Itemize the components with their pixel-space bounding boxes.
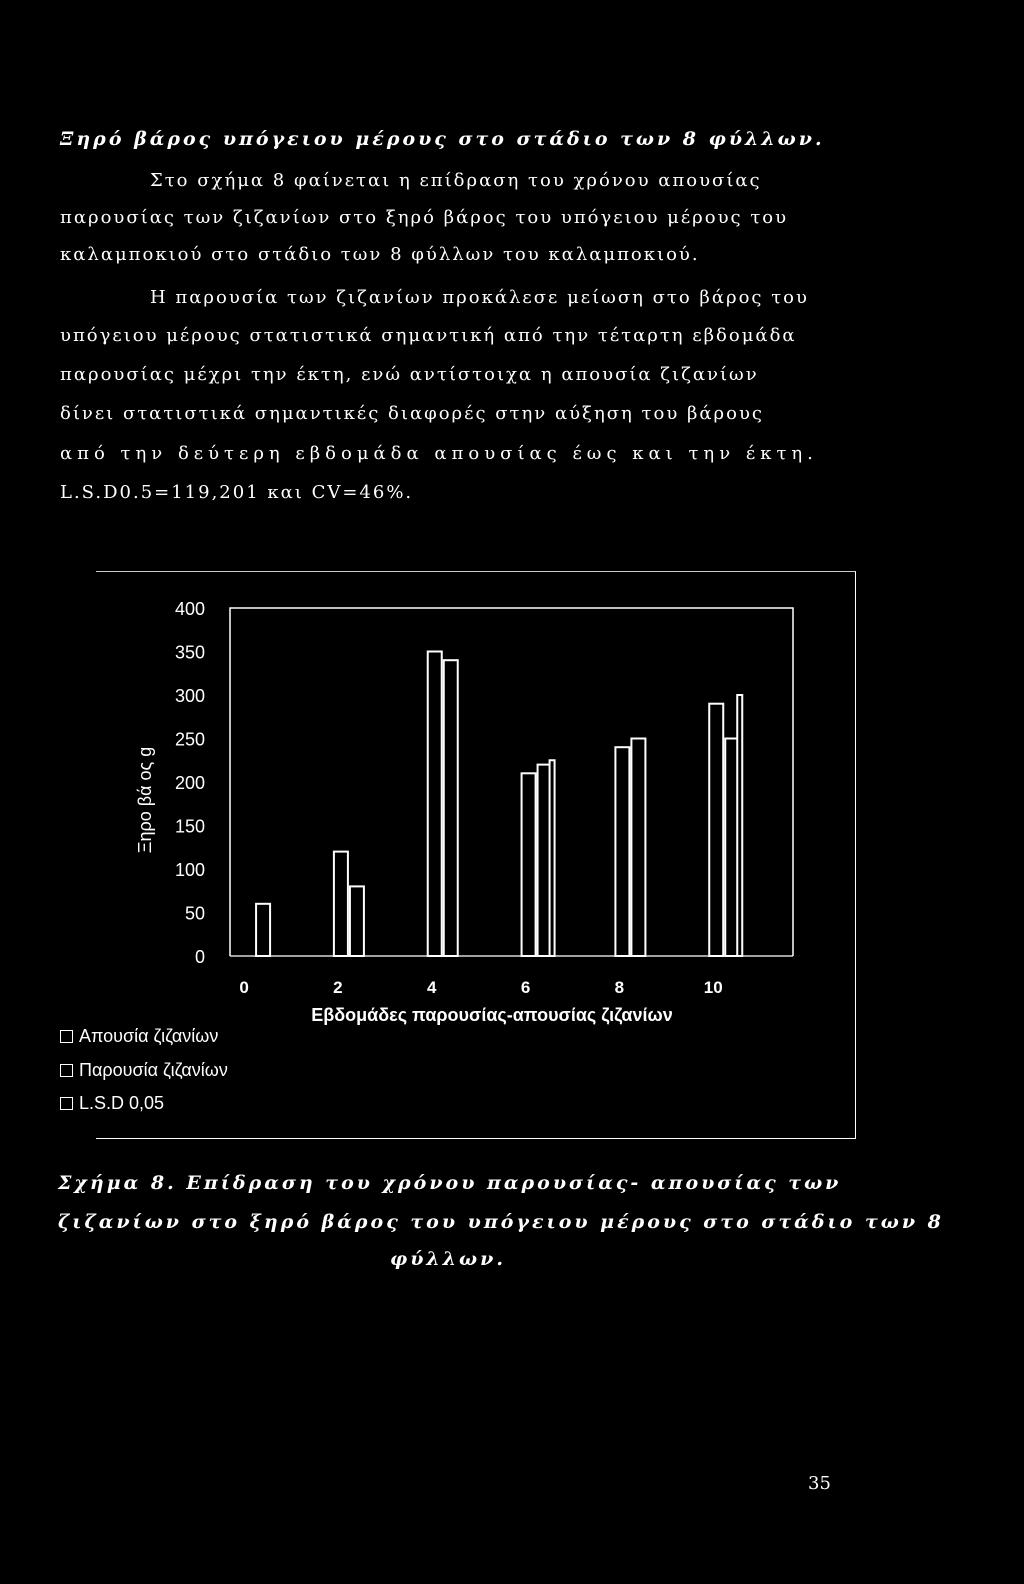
bar xyxy=(550,760,555,956)
y-tick-label: 150 xyxy=(174,816,205,837)
bar xyxy=(350,886,364,956)
figure-caption-line: ζιζανίων στο ξηρό βάρος του υπόγειου μέρους στο στάδιο των 8 xyxy=(58,1211,944,1233)
y-tick-label: 50 xyxy=(184,903,205,924)
paragraph-line: Η παρουσία των ζιζανίων προκάλεσε μείωση στο βάρος του xyxy=(150,287,809,308)
legend-swatch xyxy=(60,1064,73,1077)
legend-swatch xyxy=(60,1097,73,1110)
bar xyxy=(428,652,442,957)
legend-item-lsd xyxy=(60,1093,164,1114)
legend-swatch xyxy=(60,1030,73,1043)
legend-label: Παρουσία ζιζανίων xyxy=(79,1060,228,1080)
y-tick-label: 0 xyxy=(194,947,205,967)
y-tick-label: 200 xyxy=(174,773,205,793)
figure-caption-line: φύλλων. xyxy=(390,1248,506,1270)
paragraph-line: από την δεύτερη εβδομάδα απουσίας έως και την έκτη. xyxy=(60,443,818,464)
paragraph-line: παρουσίας των ζιζανίων στο ξηρό βάρος του υπόγειου μέρους του xyxy=(60,207,789,228)
bar xyxy=(256,904,270,956)
page-number: 35 xyxy=(808,1473,831,1494)
x-tick-label: 4 xyxy=(427,978,437,997)
paragraph-line: παρουσίας μέχρι την έκτη, ενώ αντίστοιχα η απουσία ζιζανίων xyxy=(60,364,759,385)
section-heading: Ξηρό βάρος υπόγειου μέρους στο στάδιο των 8 φύλλων. xyxy=(60,128,825,150)
bar xyxy=(709,704,723,956)
y-tick-label: 100 xyxy=(174,860,205,880)
legend-item-absence xyxy=(60,1026,218,1047)
bar xyxy=(522,773,536,956)
y-tick-label: 250 xyxy=(174,729,205,750)
legend-label: Απουσία ζιζανίων xyxy=(79,1026,219,1046)
x-tick-label: 6 xyxy=(520,978,531,997)
x-tick-label: 2 xyxy=(333,978,343,997)
y-tick-label: 400 xyxy=(174,599,205,619)
figure-caption-line: Σχήμα 8. Επίδραση του χρόνου παρουσίας- απουσίας των xyxy=(58,1172,842,1194)
legend-label: L.S.D 0,05 xyxy=(79,1093,165,1113)
x-axis-label: Εβδομάδες παρουσίας-απουσίας ζιζανίων xyxy=(311,1005,673,1025)
paragraph-line: δίνει στατιστικά σημαντικές διαφορές στην αύξηση του βάρους xyxy=(60,403,764,424)
x-tick-label: 8 xyxy=(614,978,625,997)
paragraph-line: Στο σχήμα 8 φαίνεται η επίδραση του χρόνου απουσίας xyxy=(150,170,762,191)
y-axis-label: Ξηρο βά ος g xyxy=(135,746,155,854)
bar xyxy=(737,695,742,956)
paragraph-line: L.S.D0.5=119,201 και CV=46%. xyxy=(60,482,414,503)
bar xyxy=(334,852,348,956)
bar xyxy=(615,747,629,956)
y-tick-label: 350 xyxy=(174,642,205,663)
paragraph-line: καλαμποκιού στο στάδιο των 8 φύλλων του καλαμποκιού. xyxy=(60,244,700,265)
x-tick-label: 10 xyxy=(703,978,723,997)
paragraph-line: υπόγειου μέρους στατιστικά σημαντική από την τέταρτη εβδομάδα xyxy=(60,325,797,346)
legend-item-presence xyxy=(60,1060,228,1081)
y-tick-label: 300 xyxy=(174,686,205,706)
x-tick-label: 0 xyxy=(239,978,249,997)
bar xyxy=(444,660,458,956)
bar xyxy=(631,739,645,957)
